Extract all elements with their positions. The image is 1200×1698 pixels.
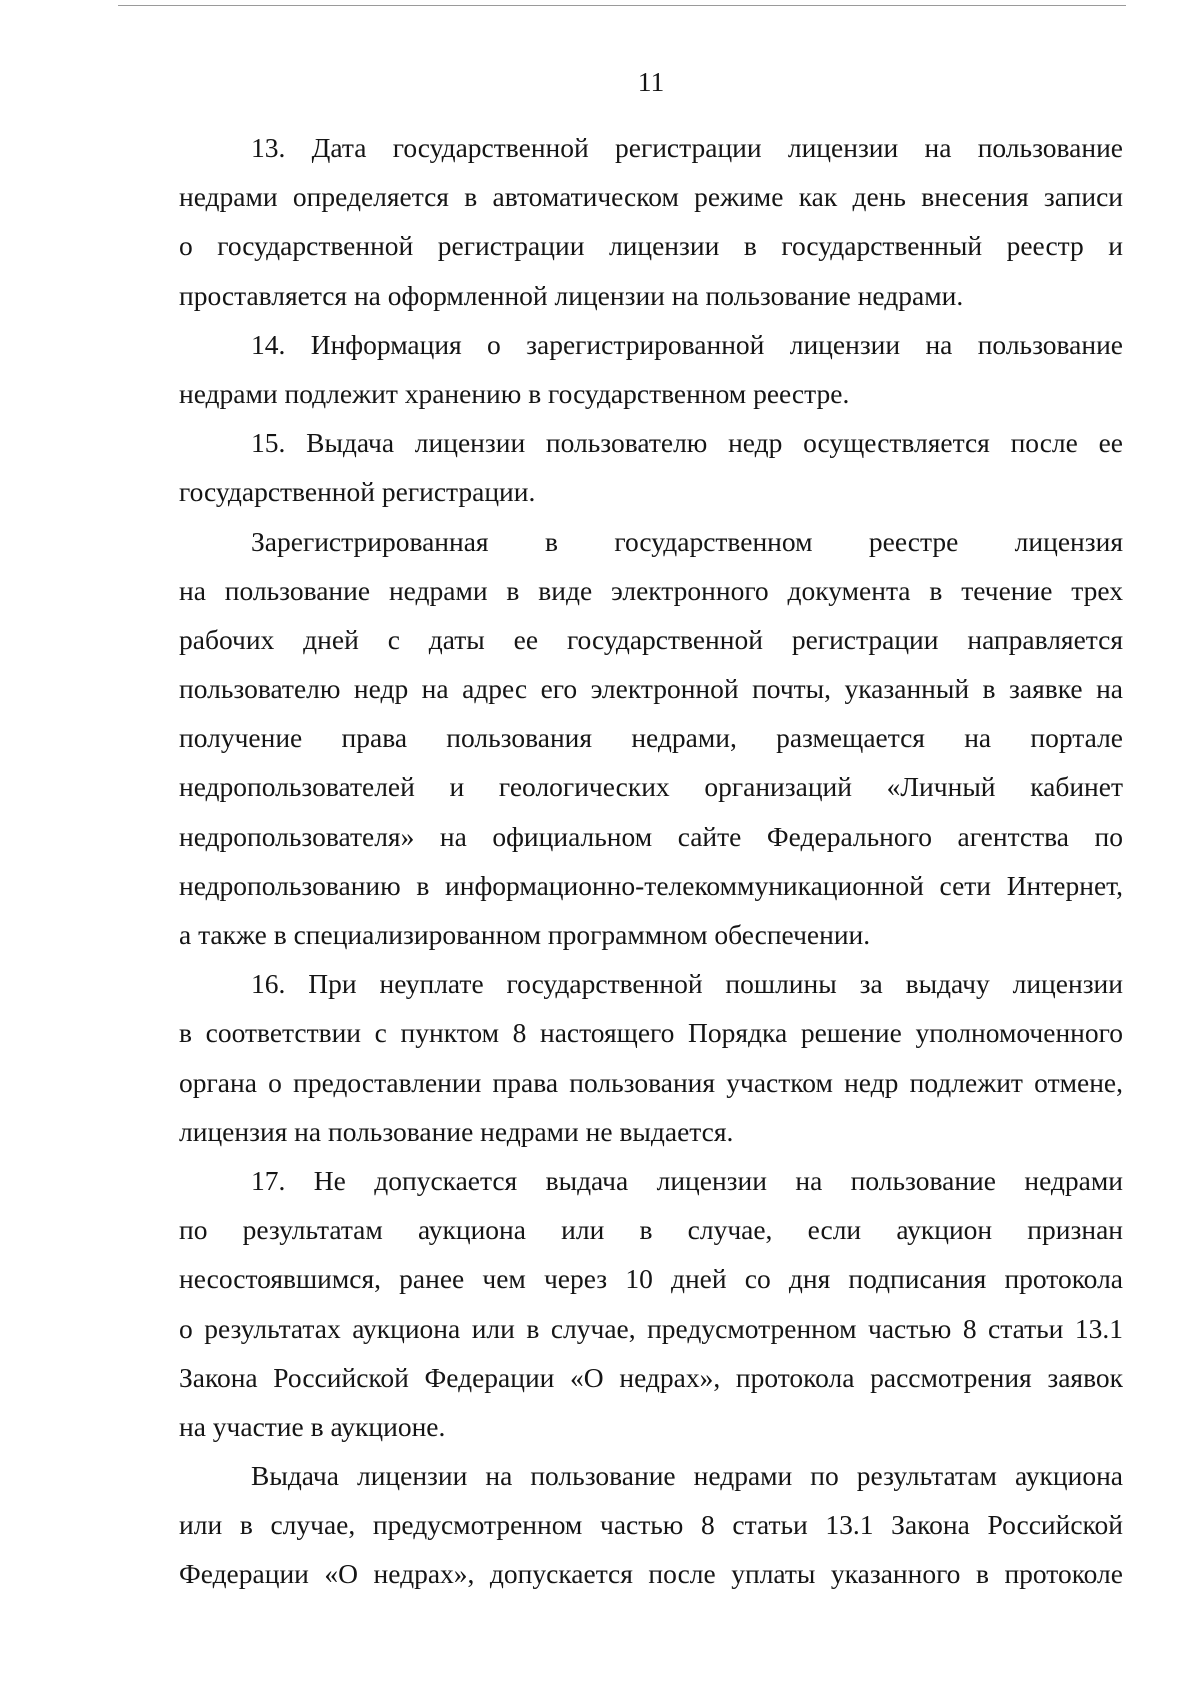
text-line: в соответствии с пунктом 8 настоящего Порядка решение уполномоченного bbox=[179, 1017, 1123, 1049]
text-line: недропользованию в информационно-телекоммуникационной сети Интернет, bbox=[179, 869, 1123, 901]
text-line: рабочих дней с даты ее государственной регистрации направляется bbox=[179, 623, 1123, 655]
paragraph-14 bbox=[179, 320, 1123, 418]
text-line: о результатах аукциона или в случае, предусмотренном частью 8 статьи 13.1 bbox=[179, 1312, 1123, 1344]
text-line: лицензия на пользование недрами не выдается. bbox=[179, 1115, 734, 1147]
text-line: недропользователя» на официальном сайте Федерального агентства по bbox=[179, 820, 1123, 852]
text-line: недрами определяется в автоматическом режиме как день внесения записи bbox=[179, 181, 1123, 213]
text-line: о государственной регистрации лицензии в государственный реестр и bbox=[179, 230, 1123, 262]
text-line: Закона Российской Федерации «О недрах», протокола рассмотрения заявок bbox=[179, 1361, 1123, 1393]
page-number: 11 bbox=[637, 66, 665, 97]
text-line: пользователю недр на адрес его электронной почты, указанный в заявке на bbox=[179, 673, 1123, 705]
text-line: 15. Выдача лицензии пользователю недр осуществляется после ее bbox=[251, 427, 1123, 459]
text-line: Зарегистрированная в государственном реестре лицензия bbox=[251, 525, 1123, 557]
text-line: несостоявшимся, ранее чем через 10 дней со дня подписания протокола bbox=[179, 1263, 1123, 1295]
text-line: недрами подлежит хранению в государственном реестре. bbox=[179, 377, 850, 409]
text-line: или в случае, предусмотренном частью 8 статьи 13.1 Закона Российской bbox=[179, 1509, 1123, 1541]
text-line: 14. Информация о зарегистрированной лицензии на пользование bbox=[251, 328, 1123, 360]
text-line: получение права пользования недрами, размещается на портале bbox=[179, 722, 1123, 754]
text-line: Федерации «О недрах», допускается после уплаты указанного в протоколе bbox=[179, 1558, 1123, 1590]
paragraph-15-continuation bbox=[179, 517, 1123, 960]
text-line: проставляется на оформленной лицензии на пользование недрами. bbox=[179, 279, 964, 311]
text-line: недропользователей и геологических организаций «Личный кабинет bbox=[179, 771, 1123, 803]
text-line: органа о предоставлении права пользования участком недр подлежит отмене, bbox=[179, 1066, 1123, 1098]
paragraph-13 bbox=[179, 123, 1123, 320]
text-line: 17. Не допускается выдача лицензии на пользование недрами bbox=[251, 1164, 1123, 1196]
text-line: 13. Дата государственной регистрации лицензии на пользование bbox=[251, 132, 1123, 163]
paragraph-17 bbox=[179, 1156, 1123, 1451]
text-line: по результатам аукциона или в случае, если аукцион признан bbox=[179, 1214, 1123, 1246]
text-line: Выдача лицензии на пользование недрами по результатам аукциона bbox=[251, 1460, 1123, 1492]
text-line: государственной регистрации. bbox=[179, 476, 536, 508]
scan-top-edge bbox=[118, 5, 1126, 6]
paragraph-15 bbox=[179, 418, 1123, 516]
text-line: на участие в аукционе. bbox=[179, 1410, 446, 1442]
paragraph-16 bbox=[179, 959, 1123, 1156]
text-line: 16. При неуплате государственной пошлины за выдачу лицензии bbox=[251, 968, 1123, 1000]
document-body bbox=[179, 123, 1123, 1599]
paragraph-17-continuation bbox=[179, 1451, 1123, 1599]
text-line: на пользование недрами в виде электронного документа в течение трех bbox=[179, 574, 1123, 606]
text-line: а также в специализированном программном обеспечении. bbox=[179, 919, 871, 950]
